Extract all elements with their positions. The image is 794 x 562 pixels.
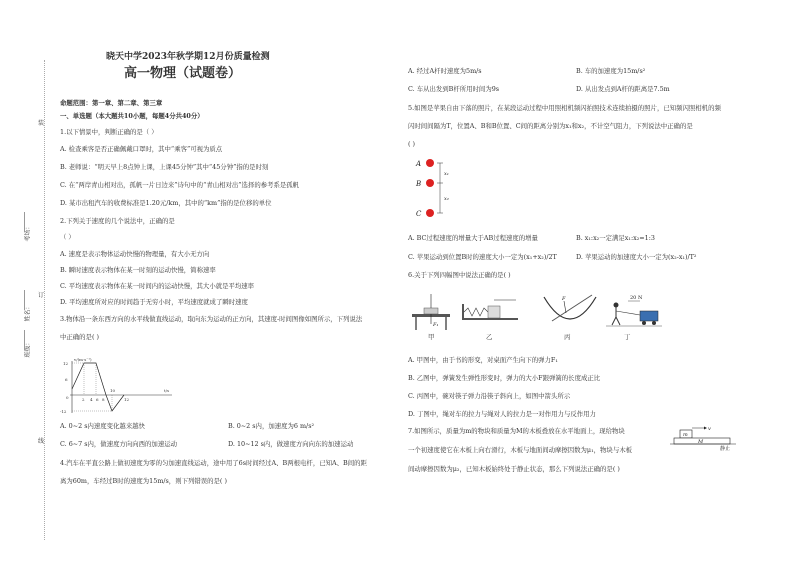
- q7-label-v: v: [708, 426, 711, 432]
- scope-line: 命题范围：第一章、第二章、第三章: [60, 99, 163, 107]
- exam-room-underline: [24, 212, 25, 232]
- q2-paren: （ ）: [60, 233, 75, 241]
- q5-line2: 闪时间间隔为T，位置A、B和B位置、C间的距离分别为x₁和x₂，不计空气阻力，下列说法中正确的是: [408, 122, 693, 130]
- q7-line3: 间动摩擦因数为μ₂，已知木板始终处于静止状态，那么下列说法正确的是( ): [408, 465, 620, 473]
- q5-option-b: B. x₁:x₂一定满足x₁:x₂=1:3: [576, 234, 655, 242]
- q6-option-b: B. 乙图中，弹簧发生弹性形变时，弹力的大小F跟弹簧的长度成正比: [408, 374, 601, 382]
- q2-option-d: D. 平均速度所对应的时间趋于无穷小时，平均速度就成了瞬时速度: [60, 298, 248, 306]
- q1-stem: 1.以下情景中，判断正确的是（ ）: [60, 128, 158, 136]
- q5-line3: ( ): [408, 140, 416, 148]
- q6-option-d: D. 丁图中，绳对车的拉力与绳对人的拉力是一对作用力与反作用力: [408, 410, 596, 418]
- binding-line: [44, 60, 45, 540]
- q5-option-a: A. BC过程速度的增量大于AB过程速度的增量: [408, 234, 538, 242]
- q3-vt-graph: [60, 355, 180, 417]
- q3-option-b: B. 0~2 s内，加速度为6 m/s²: [228, 422, 315, 430]
- q3-graph-xtick-8: 8: [102, 397, 105, 402]
- q3-graph-xtick-10: 10: [110, 388, 116, 393]
- q3-option-c: C. 6~7 s内，做速度方向向西的加速运动: [60, 440, 177, 448]
- q4-option-c: C. 车从出发到B杆所用时间为9s: [408, 85, 500, 93]
- q3-graph-xtick-6: 6: [96, 397, 99, 402]
- q2-stem: 2.下列关于速度的几个说法中，正确的是: [60, 217, 175, 225]
- q1-option-a: A. 检查乘客是否正确佩戴口罩时，其中“乘客”可视为质点: [60, 145, 223, 153]
- q6-figure-yi: [460, 298, 520, 324]
- q5-apple-figure: [410, 155, 460, 221]
- q2-option-a: A. 速度是表示物体运动快慢的物理量，有大小无方向: [60, 250, 210, 258]
- q6-figure-bing: [540, 293, 600, 333]
- q3-graph-ytick-6: 6: [65, 377, 68, 382]
- q3-graph-xtick-12: 12: [124, 397, 130, 402]
- section-heading: 一、单选题（本大题共10小题，每题4分共40分）: [60, 112, 204, 120]
- q5-option-d: D. 苹果运动的加速度大小一定为(x₂-x₁)/T²: [576, 253, 697, 261]
- q3-graph-xtick-2: 2: [82, 397, 85, 402]
- q6-label-f: F: [562, 296, 566, 302]
- q6-label-yi: 乙: [486, 333, 493, 341]
- q4-option-d: D. 从出发点到A杆的距离是7.5m: [576, 85, 670, 93]
- q3-graph-ytick-12: 12: [63, 361, 69, 366]
- q3-stem-line1: 3.物体沿一条东西方向的水平线做直线运动，取向东为运动的正方向，其速度-时间图像如图所示，下列说法: [60, 315, 363, 323]
- q6-label-20n: 20 N: [630, 295, 643, 301]
- q6-figure-jia: [410, 290, 454, 334]
- class-underline: [24, 330, 25, 350]
- q1-option-d: D. 某市出租汽车的收费标准是1.20元/km，其中的“km”指的是位移的单位: [60, 199, 272, 207]
- q5-label-x1: x₁: [444, 171, 449, 177]
- q3-graph-ylabel: v/(m·s⁻¹): [74, 357, 92, 362]
- q7-line2: 一个初速度使它在木板上向右滑行，木板与地面间动摩擦因数为μ₁，物块与木板: [408, 446, 632, 454]
- q6-label-jia: 甲: [428, 333, 435, 341]
- q4-line1: 4.汽车在平直公路上做初速度为零的匀加速直线运动，途中用了6s时间经过A、B两根电杆，已知A、B间的距: [60, 459, 367, 467]
- q6-label-bing: 丙: [564, 333, 571, 341]
- q2-option-c: C. 平均速度表示物体在某一时间内的运动快慢，其大小就是平均速率: [60, 282, 255, 290]
- q7-label-M: M: [698, 439, 704, 445]
- q5-option-c: C. 苹果运动到位置B时的速度大小一定为(x₁+x₂)/2T: [408, 253, 557, 261]
- binding-label-ding: 订: [38, 292, 45, 299]
- class-field-label: 班级：: [24, 339, 32, 358]
- binding-label-xian: 线: [38, 438, 45, 445]
- q5-label-x2: x₂: [444, 196, 449, 202]
- q3-graph-xlabel: t/s: [164, 388, 170, 393]
- exam-room-field-label: 考场：: [24, 223, 32, 242]
- q2-option-b: B. 瞬时速度表示物体在某一时刻的运动快慢，简称速率: [60, 266, 216, 274]
- q1-option-b: B. 老师说：“明天早上8点钟上课，上课45分钟”其中“45分钟”指的是时刻: [60, 163, 269, 171]
- binding-label-zhuang: 装: [38, 120, 45, 127]
- school-title: 晓天中学2023年秋学期12月份质量检测: [106, 52, 270, 62]
- q1-option-c: C. 在“两岸青山相对出，孤帆一片日边来”诗句中的“青山相对出”选择的参考系是孤帆: [60, 181, 300, 189]
- q7-line1: 7.如图所示，质量为m的物块和质量为M的木板叠放在水平地面上，现给物块: [408, 427, 625, 435]
- q6-stem: 6.关于下列四幅图中说法正确的是( ): [408, 271, 511, 279]
- q3-stem-line2: 中正确的是( ): [60, 333, 99, 341]
- q6-label-ding: 丁: [624, 333, 631, 341]
- name-field-label: 姓名：: [24, 303, 32, 322]
- q6-option-a: A. 甲图中，由于书的形变，对桌面产生向下的弹力F₁: [408, 356, 558, 364]
- q5-label-b: B: [416, 180, 422, 188]
- q4-option-b: B. 车的加速度为15m/s²: [576, 67, 646, 75]
- q4-line2: 离为60m，车经过B时的速度为15m/s，则下列错误的是( ): [60, 477, 227, 485]
- q5-label-a: A: [416, 160, 422, 168]
- q6-figure-ding: [604, 293, 664, 329]
- q5-label-c: C: [416, 210, 422, 218]
- paper-title: 高一物理（试题卷）: [124, 66, 242, 81]
- q5-line1: 5.如图是苹果自由下落的照片，在某段运动过程中用照相机频闪拍照技术连续拍摄的照片，已知频闪照相机的频: [408, 104, 721, 112]
- q6-label-f1: F₁: [433, 322, 439, 328]
- q7-block-board-figure: [670, 424, 740, 452]
- q3-graph-ytick-neg12: -12: [60, 409, 67, 414]
- q3-graph-ytick-0: 0: [66, 395, 69, 400]
- q7-label-m: m: [683, 432, 688, 438]
- q3-option-a: A. 0~2 s内速度变化越来越快: [60, 422, 145, 430]
- q3-option-d: D. 10~12 s内，做速度方向向东的加速运动: [228, 440, 354, 448]
- q7-label-static: 静止: [720, 446, 731, 452]
- name-underline: [24, 290, 25, 310]
- q4-option-a: A. 经过A杆时速度为5m/s: [408, 67, 482, 75]
- q6-option-c: C. 丙图中，碗对筷子弹力沿筷子斜向上，如图中箭头所示: [408, 392, 571, 400]
- q3-graph-xtick-4: 4: [90, 397, 93, 402]
